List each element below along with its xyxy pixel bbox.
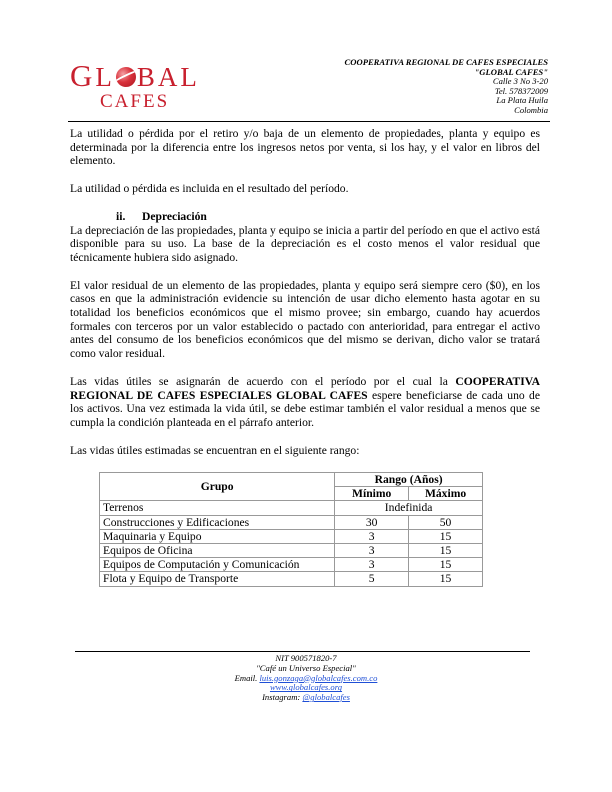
cell-group: Equipos de Computación y Comunicación [100, 558, 335, 572]
table-header-row [100, 473, 483, 487]
website-link[interactable]: www.globalcafes.org [269, 682, 343, 693]
org-name-bold: COOPERATIVA REGIONAL DE CAFES ESPECIALES GLOBAL CAFES [70, 374, 540, 402]
email-label: Email. [234, 672, 260, 683]
logo-letters-bal: BAL [136, 62, 200, 92]
cell-min: 30 [335, 515, 409, 529]
logo-cafes-text: CAFES [100, 91, 170, 112]
section-title: Depreciación [142, 209, 207, 223]
instagram-label: Instagram: [262, 692, 303, 703]
letterhead-footer [0, 654, 612, 703]
cell-min: 3 [335, 544, 409, 558]
cell-merged: Indefinida [335, 501, 483, 515]
cell-group: Maquinaria y Equipo [100, 529, 335, 543]
logo-wordmark [70, 58, 200, 93]
table-row [100, 515, 483, 529]
org-name: COOPERATIVA REGIONAL DE CAFES ESPECIALES [344, 57, 548, 67]
useful-life-table [99, 472, 483, 587]
org-phone: Tel. 578372009 [494, 85, 548, 96]
footer-nit: NIT 900571820-7 [275, 653, 337, 663]
paragraph-resultado: La utilidad o pérdida es incluida en el resultado del período. [70, 182, 349, 196]
header-maximo: Máximo [409, 487, 483, 501]
header-minimo: Mínimo [335, 487, 409, 501]
document-body [70, 127, 540, 457]
org-address: Calle 3 No 3-20 [492, 76, 548, 87]
text-span: espere beneficiarse de cada uno de los activos. Una vez estimada la vida útil, se debe estimar también el valor residual a menos que se cumpla la condición planteada en el párrafo anterior. [70, 388, 540, 429]
table-row [100, 544, 483, 558]
text-span: Las vidas útiles se asignarán de acuerdo con el período por el cual la [70, 374, 456, 388]
table-row [100, 529, 483, 543]
paragraph-rango-intro: Las vidas útiles estimadas se encuentran en el siguiente rango: [70, 443, 360, 457]
footer-slogan: "Café un Universo Especial" [256, 662, 356, 673]
coffee-globe-icon [116, 67, 136, 87]
header-rango: Rango (Años) [335, 473, 483, 487]
paragraph-retiro: La utilidad o pérdida por el retiro y/o baja de un elemento de propiedades, planta y equipo es determinada por la diferencia entre los ingresos netos por venta, si los hay, y el valor en libros del elemento. [70, 127, 540, 168]
table-row [100, 501, 483, 515]
email-link[interactable]: luis.gonzaga@globalcafes.com.co [259, 672, 378, 683]
cell-min: 5 [335, 572, 409, 586]
footer-divider [75, 651, 530, 652]
cell-max: 15 [409, 529, 483, 543]
cell-max: 15 [409, 572, 483, 586]
section-heading-depreciacion [70, 210, 540, 224]
global-cafes-logo [70, 58, 200, 114]
instagram-link[interactable]: @globalcafes [302, 692, 350, 703]
org-city: La Plata Huila [496, 95, 548, 106]
header-grupo: Grupo [100, 473, 335, 501]
paragraph-depreciacion: La depreciación de las propiedades, planta y equipo se inicia a partir del período en que el activo está disponible para su uso. La base de la depreciación es el costo menos el valor residual que técnicamente hubiera sido asignado. [70, 223, 540, 264]
org-brand: "GLOBAL CAFES" [474, 66, 548, 77]
footer-instagram-line [0, 693, 612, 703]
cell-min: 3 [335, 529, 409, 543]
table-row [100, 558, 483, 572]
cell-group: Equipos de Oficina [100, 544, 335, 558]
cell-max: 15 [409, 544, 483, 558]
logo-letter-g: G [70, 58, 96, 93]
cell-min: 3 [335, 558, 409, 572]
section-number: ii. [116, 209, 126, 223]
cell-max: 50 [409, 515, 483, 529]
header-divider [68, 121, 550, 122]
paragraph-valor-residual: El valor residual de un elemento de las propiedades, planta y equipo será siempre cero ($0), en los casos en que la administración evidencie su intención de usar dicho elemento hasta agotar en su totalidad los beneficios económicos que el mismo provee; sin embargo, cuando hay acuerdos formales con terceros por un valor establecido o pactado con anterioridad, para entregar el activo antes del consumo de los beneficios económicos que del mismo se derivan, dicho valor se tratará como valor residual. [70, 278, 540, 361]
cell-group: Flota y Equipo de Transporte [100, 572, 335, 586]
org-country: Colombia [514, 104, 548, 115]
letterhead-info [345, 58, 548, 116]
logo-letter-l: L [95, 62, 115, 92]
cell-group: Terrenos [100, 501, 335, 515]
cell-max: 15 [409, 558, 483, 572]
table-row [100, 572, 483, 586]
paragraph-vidas-utiles [70, 375, 540, 430]
cell-group: Construcciones y Edificaciones [100, 515, 335, 529]
